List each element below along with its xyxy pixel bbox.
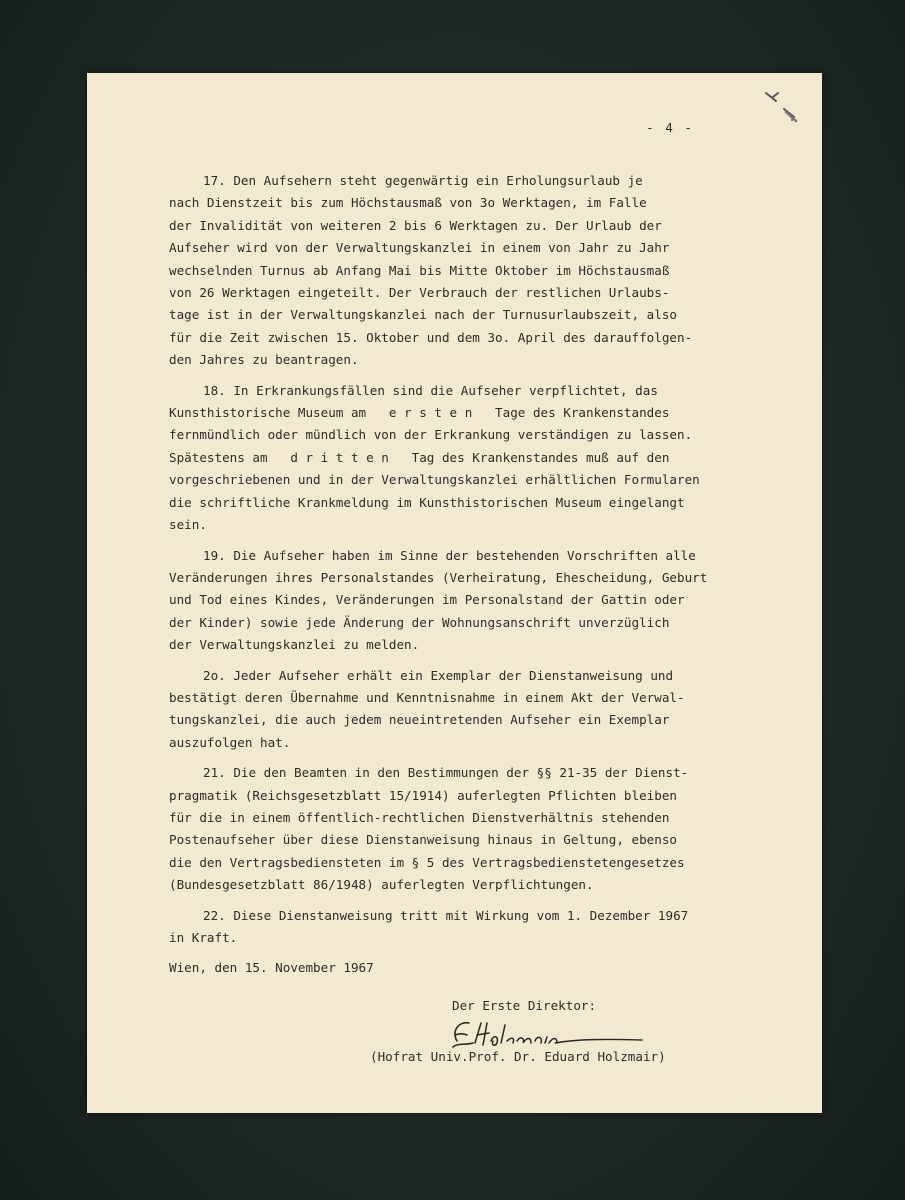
text-line: tage ist in der Verwaltungskanzlei nach der Turnusurlaubszeit, also [169,307,677,323]
director-label: Der Erste Direktor: [452,998,597,1013]
text-line: fernmündlich oder mündlich von der Erkrankung verständigen zu lassen. [169,427,693,443]
text-line: nach Dienstzeit bis zum Höchstausmaß von 3o Werktagen, im Falle [169,195,647,211]
paragraph-21 [169,762,819,896]
text-line: 19. Die Aufseher haben im Sinne der bestehenden Vorschriften alle [203,547,696,563]
place-date: Wien, den 15. November 1967 [169,960,374,976]
paragraph-19 [169,545,819,657]
paragraph-18 [169,380,819,537]
text-line: für die Zeit zwischen 15. Oktober und dem 3o. April des darauffolgen- [169,329,693,345]
paper-clip-icon [764,87,804,127]
text-line: Postenaufseher über diese Dienstanweisung hinaus in Geltung, ebenso [169,832,677,848]
text-line: von 26 Werktagen eingeteilt. Der Verbrauch der restlichen Urlaubs- [169,285,670,301]
text-line: für die in einem öffentlich-rechtlichen Dienstverhältnis stehenden [169,809,670,825]
director-name: (Hofrat Univ.Prof. Dr. Eduard Holzmair) [370,1049,666,1064]
paragraph-22 [169,905,819,950]
text-line: 17. Den Aufsehern steht gegenwärtig ein Erholungsurlaub je [203,173,643,188]
text-line: den Jahres zu beantragen. [169,352,359,368]
text-line: sein. [169,517,207,533]
text-line: bestätigt deren Übernahme und Kenntnisnahme in einem Akt der Verwal- [169,689,685,705]
text-line: der Verwaltungskanzlei zu melden. [169,637,420,653]
text-line: vorgeschriebenen und in der Verwaltungskanzlei erhältlichen Formularen [169,472,700,488]
paragraph-20 [169,665,819,755]
text-line: der Invalidität von weiteren 2 bis 6 Werktagen zu. Der Urlaub der [169,217,662,233]
text-line: 2o. Jeder Aufseher erhält ein Exemplar der Dienstanweisung und [203,667,674,683]
text-line: wechselnden Turnus ab Anfang Mai bis Mitte Oktober im Höchstausmaß [169,262,670,278]
text-line: Spätestens am d r i t t e n Tag des Krankenstandes muß auf den [169,449,670,465]
text-line: Veränderungen ihres Personalstandes (Verheiratung, Ehescheidung, Geburt [169,569,708,585]
text-line: in Kraft. [169,930,238,945]
text-line: 18. In Erkrankungsfällen sind die Aufseher verpflichtet, das [203,382,658,398]
text-line: die den Vertragsbediensteten im § 5 des Vertragsbedienstetengesetzes [169,854,685,870]
document-body [169,170,819,988]
document-page [87,73,822,1113]
page-number: - 4 - [646,120,694,135]
text-line: Kunsthistorische Museum am e r s t e n Tage des Krankenstandes [169,405,670,421]
text-line: pragmatik (Reichsgesetzblatt 15/1914) auferlegten Pflichten bleiben [169,787,677,803]
text-line: und Tod eines Kindes, Veränderungen im Personalstand der Gattin oder [169,592,685,608]
text-line: die schriftliche Krankmeldung im Kunsthistorischen Museum eingelangt [169,494,685,510]
text-line: auszufolgen hat. [169,734,291,750]
text-line: der Kinder) sowie jede Änderung der Wohnungsanschrift unverzüglich [169,614,670,630]
text-line: 21. Die den Beamten in den Bestimmungen der §§ 21-35 der Dienst- [203,765,689,781]
text-line: Aufseher wird von der Verwaltungskanzlei in einem von Jahr zu Jahr [169,240,670,256]
text-line: (Bundesgesetzblatt 86/1948) auferlegten Verpflichtungen. [169,877,594,893]
text-line: 22. Diese Dienstanweisung tritt mit Wirkung vom 1. Dezember 1967 [203,907,689,923]
paragraph-17 [169,170,819,372]
text-line: tungskanzlei, die auch jedem neueintretenden Aufseher ein Exemplar [169,712,670,728]
